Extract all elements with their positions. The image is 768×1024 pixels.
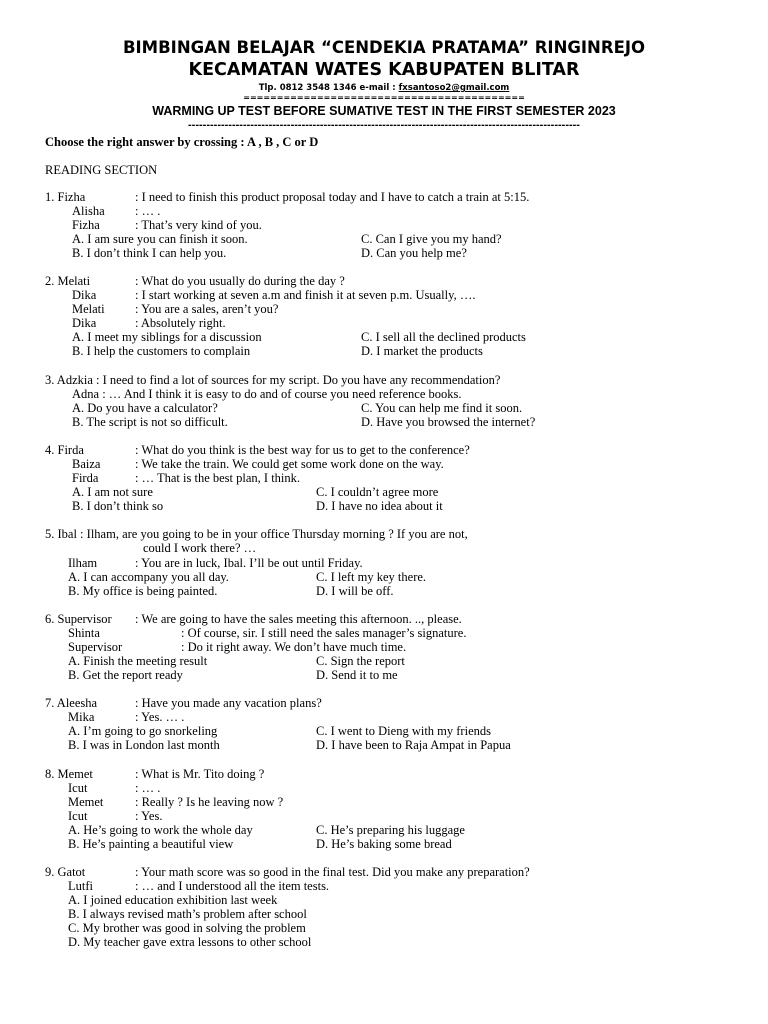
q7-speaker-2: Mika — [68, 710, 95, 724]
q2-line-1: : What do you usually do during the day ? — [135, 274, 345, 288]
q1-speaker-2: Alisha — [72, 204, 105, 218]
q1-speaker-3: Fizha — [72, 218, 100, 232]
q7-option-c[interactable]: C. I went to Dieng with my friends — [316, 724, 491, 738]
q3-option-b[interactable]: B. The script is not so difficult. — [72, 415, 228, 429]
q4-line-3: : … That is the best plan, I think. — [135, 471, 301, 485]
q8-speaker-1: 8. Memet — [45, 767, 93, 781]
q8-speaker-2: Icut — [68, 781, 88, 795]
q5-speaker-2: Ilham — [68, 556, 98, 570]
q5-line-1: 5. Ibal : Ilham, are you going to be in your office Thursday morning ? If you are not, — [45, 527, 468, 541]
q4-option-d[interactable]: D. I have no idea about it — [316, 499, 443, 513]
q2-line-3: : You are a sales, aren’t you? — [135, 302, 279, 316]
q5-option-b[interactable]: B. My office is being painted. — [68, 584, 218, 598]
q2-speaker-2: Dika — [72, 288, 97, 302]
q2-option-a[interactable]: A. I meet my siblings for a discussion — [72, 330, 262, 344]
q8-speaker-3: Memet — [68, 795, 104, 809]
q6-option-b[interactable]: B. Get the report ready — [68, 668, 183, 682]
q1-line-1: : I need to finish this product proposal today and I have to catch a train at 5:15. — [135, 190, 530, 204]
q3-line-1: 3. Adzkia : I need to find a lot of sources for my script. Do you have any recommendation? — [45, 373, 501, 387]
q7-speaker-1: 7. Aleesha — [45, 696, 98, 710]
q4-speaker-1: 4. Firda — [45, 443, 84, 457]
q5-line-1-cont: could I work there? … — [143, 541, 257, 555]
q7-line-2: : Yes. … . — [135, 710, 185, 724]
q9-option-c[interactable]: C. My brother was good in solving the problem — [68, 921, 306, 935]
q9-speaker-1: 9. Gatot — [45, 865, 86, 879]
q8-option-a[interactable]: A. He’s going to work the whole day — [68, 823, 253, 837]
q5-option-d[interactable]: D. I will be off. — [316, 584, 394, 598]
q4-speaker-3: Firda — [72, 471, 99, 485]
q1-option-b[interactable]: B. I don’t think I can help you. — [72, 246, 227, 260]
q3-line-2: Adna : … And I think it is easy to do and of course you need reference books. — [72, 387, 462, 401]
q2-option-b[interactable]: B. I help the customers to complain — [72, 344, 251, 358]
email-link[interactable]: fxsantoso2@gmail.com — [398, 83, 510, 93]
q9-line-2: : … and I understood all the item tests. — [135, 879, 330, 893]
q7-option-a[interactable]: A. I’m going to go snorkeling — [68, 724, 218, 738]
q5-line-2: : You are in luck, Ibal. I’ll be out until Friday. — [135, 556, 363, 570]
q4-option-c[interactable]: C. I couldn’t agree more — [316, 485, 439, 499]
q3-option-d[interactable]: D. Have you browsed the internet? — [361, 415, 536, 429]
q5-option-a[interactable]: A. I can accompany you all day. — [68, 570, 229, 584]
q2-line-4: : Absolutely right. — [135, 316, 226, 330]
q8-line-4: : Yes. — [135, 809, 163, 823]
school-location: KECAMATAN WATES KABUPATEN BLITAR — [188, 60, 580, 80]
separator-dashes: ----------------------------------------------------------------------------------------------------------- — [188, 119, 580, 131]
q9-speaker-2: Lutfi — [68, 879, 93, 893]
q6-speaker-3: Supervisor — [68, 640, 123, 654]
q9-option-b[interactable]: B. I always revised math’s problem after school — [68, 907, 307, 921]
q5-option-c[interactable]: C. I left my key there. — [316, 570, 427, 584]
contact-prefix: Tlp. 0812 3548 1346 e-mail : — [258, 83, 399, 93]
q1-option-d[interactable]: D. Can you help me? — [361, 246, 467, 260]
q6-line-1: : We are going to have the sales meeting this afternoon. .., please. — [135, 612, 462, 626]
q8-speaker-4: Icut — [68, 809, 88, 823]
q7-option-d[interactable]: D. I have been to Raja Ampat in Papua — [316, 738, 511, 752]
q8-line-2: : … . — [135, 781, 161, 795]
q7-line-1: : Have you made any vacation plans? — [135, 696, 322, 710]
q8-option-c[interactable]: C. He’s preparing his luggage — [316, 823, 465, 837]
school-name: BIMBINGAN BELAJAR “CENDEKIA PRATAMA” RINGINREJO — [122, 38, 646, 57]
q4-line-2: : We take the train. We could get some work done on the way. — [135, 457, 444, 471]
q7-option-b[interactable]: B. I was in London last month — [68, 738, 220, 752]
q9-line-1: : Your math score was so good in the final test. Did you make any preparation? — [135, 865, 530, 879]
q6-option-a[interactable]: A. Finish the meeting result — [68, 654, 208, 668]
q2-option-d[interactable]: D. I market the products — [361, 344, 483, 358]
q9-option-a[interactable]: A. I joined education exhibition last week — [68, 893, 278, 907]
q4-line-1: : What do you think is the best way for us to get to the conference? — [135, 443, 470, 457]
q1-line-3: : That’s very kind of you. — [135, 218, 262, 232]
q6-option-d[interactable]: D. Send it to me — [316, 668, 398, 682]
q1-option-a[interactable]: A. I am sure you can finish it soon. — [72, 232, 248, 246]
section-title: READING SECTION — [45, 163, 158, 177]
q1-speaker-1: 1. Fizha — [45, 190, 86, 204]
q2-line-2: : I start working at seven a.m and finish it at seven p.m. Usually, …. — [135, 288, 476, 302]
q4-option-b[interactable]: B. I don’t think so — [72, 499, 164, 513]
q8-line-1: : What is Mr. Tito doing ? — [135, 767, 265, 781]
q6-line-3: : Do it right away. We don’t have much time. — [181, 640, 407, 654]
q4-option-a[interactable]: A. I am not sure — [72, 485, 153, 499]
contact-line — [0, 83, 768, 93]
q3-option-a[interactable]: A. Do you have a calculator? — [72, 401, 218, 415]
q6-option-c[interactable]: C. Sign the report — [316, 654, 405, 668]
q8-line-3: : Really ? Is he leaving now ? — [135, 795, 284, 809]
q9-option-d[interactable]: D. My teacher gave extra lessons to other school — [68, 935, 312, 949]
q4-speaker-2: Baiza — [72, 457, 101, 471]
separator-line: ========================================== — [243, 93, 525, 102]
q8-option-b[interactable]: B. He’s painting a beautiful view — [68, 837, 234, 851]
q1-option-c[interactable]: C. Can I give you my hand? — [361, 232, 502, 246]
q2-option-c[interactable]: C. I sell all the declined products — [361, 330, 526, 344]
q2-speaker-1: 2. Melati — [45, 274, 91, 288]
q6-speaker-2: Shinta — [68, 626, 100, 640]
test-title: WARMING UP TEST BEFORE SUMATIVE TEST IN THE FIRST SEMESTER 2023 — [152, 104, 616, 118]
q6-speaker-1: 6. Supervisor — [45, 612, 112, 626]
q2-speaker-3: Melati — [72, 302, 105, 316]
q8-option-d[interactable]: D. He’s baking some bread — [316, 837, 452, 851]
instruction: Choose the right answer by crossing : A , B , C or D — [45, 135, 319, 149]
q6-line-2: : Of course, sir. I still need the sales manager’s signature. — [181, 626, 467, 640]
q2-speaker-4: Dika — [72, 316, 97, 330]
q3-option-c[interactable]: C. You can help me find it soon. — [361, 401, 523, 415]
q1-line-2: : … . — [135, 204, 161, 218]
